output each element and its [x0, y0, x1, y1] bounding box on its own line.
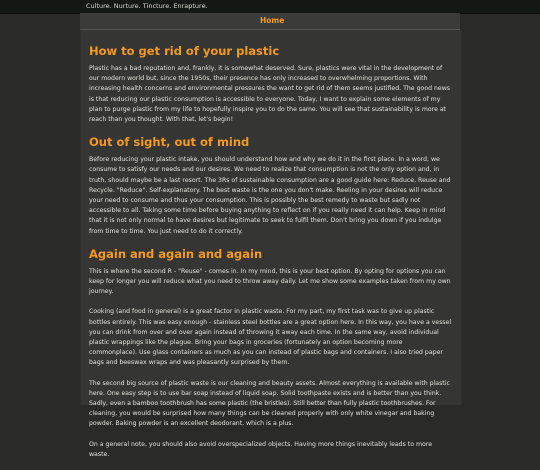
- navigation-bar: [80, 13, 460, 30]
- section2-paragraph-3: The second big source of plastic waste is our cleaning and beauty assets. Almost everything is available with plastic here. One easy step is to use bar soap instead of liquid soap. Solid toothpaste exists and is better than you think. Sadly, even a bamboo toothbrush has some plastic (the bristles). Still better than fully plastic toothbrushes. For cleaning, you would be surprised how many things can be cleaned properly with only white vinegar and baking powder. Baking powder is an excellent deodorant, which is a plus.: [89, 379, 450, 428]
- article-title: How to get rid of your plastic: [89, 44, 280, 58]
- article-container: [80, 30, 462, 458]
- article-body: [89, 44, 452, 470]
- nav-home-link[interactable]: Home: [260, 16, 285, 25]
- section2-paragraph-2: Cooking (and food in general) is a great factor in plastic waste. For my part, my first task was to give up plastic bottles entirely. This was easy enough - stainless steel bottles are a great option here. In this way, you have a vessel you can drink from over and over again instead of throwing it away each time. In the same way, avoid individual plastic wrappings like the plague. Bring your bags in groceries (fortunately an option becoming more commonplace). Use glass containers as much as you can instead of plastic bags and containers. I also tried paper bags and beeswax wraps and was pleasantly surprised by them.: [89, 308, 452, 367]
- top-banner: [0, 0, 540, 14]
- site-tagline: Culture. Nurture. Tincture. Enrapture.: [86, 2, 208, 10]
- section2-paragraph-4: On a general note, you should also avoid overspecialized objects. Having more things inevitably leads to more waste.: [89, 440, 433, 458]
- intro-paragraph: Plastic has a bad reputation and, frankly, it is somewhat deserved. Sure, plastics were vital in the development of our modern world but, since the 1950s, their presence has only increased to overwhelming proportions. With increasing health concerns and environmental pressures the want to get rid of them seems justified. The good news is that reducing our plastic consumption is accessible to everyone. Today, I want to explain some elements of my plan to purge plastic from my life to hopefully inspire you to do the same. You will see that sustainability is more at reach than you thought. With that, let's begin!: [89, 65, 450, 124]
- section2-paragraph-1: This is where the second R - "Reuse" - comes in. In my mind, this is your best option. By opting for options you can keep for longer you will reduce what you need to throw away daily. Let me show some examples taken from my own journey.: [89, 267, 451, 296]
- section-heading-again: Again and again and again: [89, 246, 263, 261]
- section1-paragraph: Before reducing your plastic intake, you should understand how and why we do it in the first place. In a word, we consume to satisfy our needs and our desires. We need to realize that consumption is not the only option and, in truth, should maybe be a last resort. The 3Rs of sustainable consumption are a good guide here: Reduce, Reuse and Recycle. "Reduce". Self-explanatory. The best waste is the one you don't make. Reeling in your desires will reduce your need to consume and thus your consumption. This is possibly the best remedy to waste but sadly not accessible to all. Taking some time before buying anything to reflect on if you really need it can help. Keep in mind that it is not only normal to have desires but legitimate to seek to fulfil them. Don't bring you down if you indulge from time to time. You just need to do it correctly.: [89, 156, 451, 235]
- section-heading-out-of-sight: Out of sight, out of mind: [89, 135, 250, 150]
